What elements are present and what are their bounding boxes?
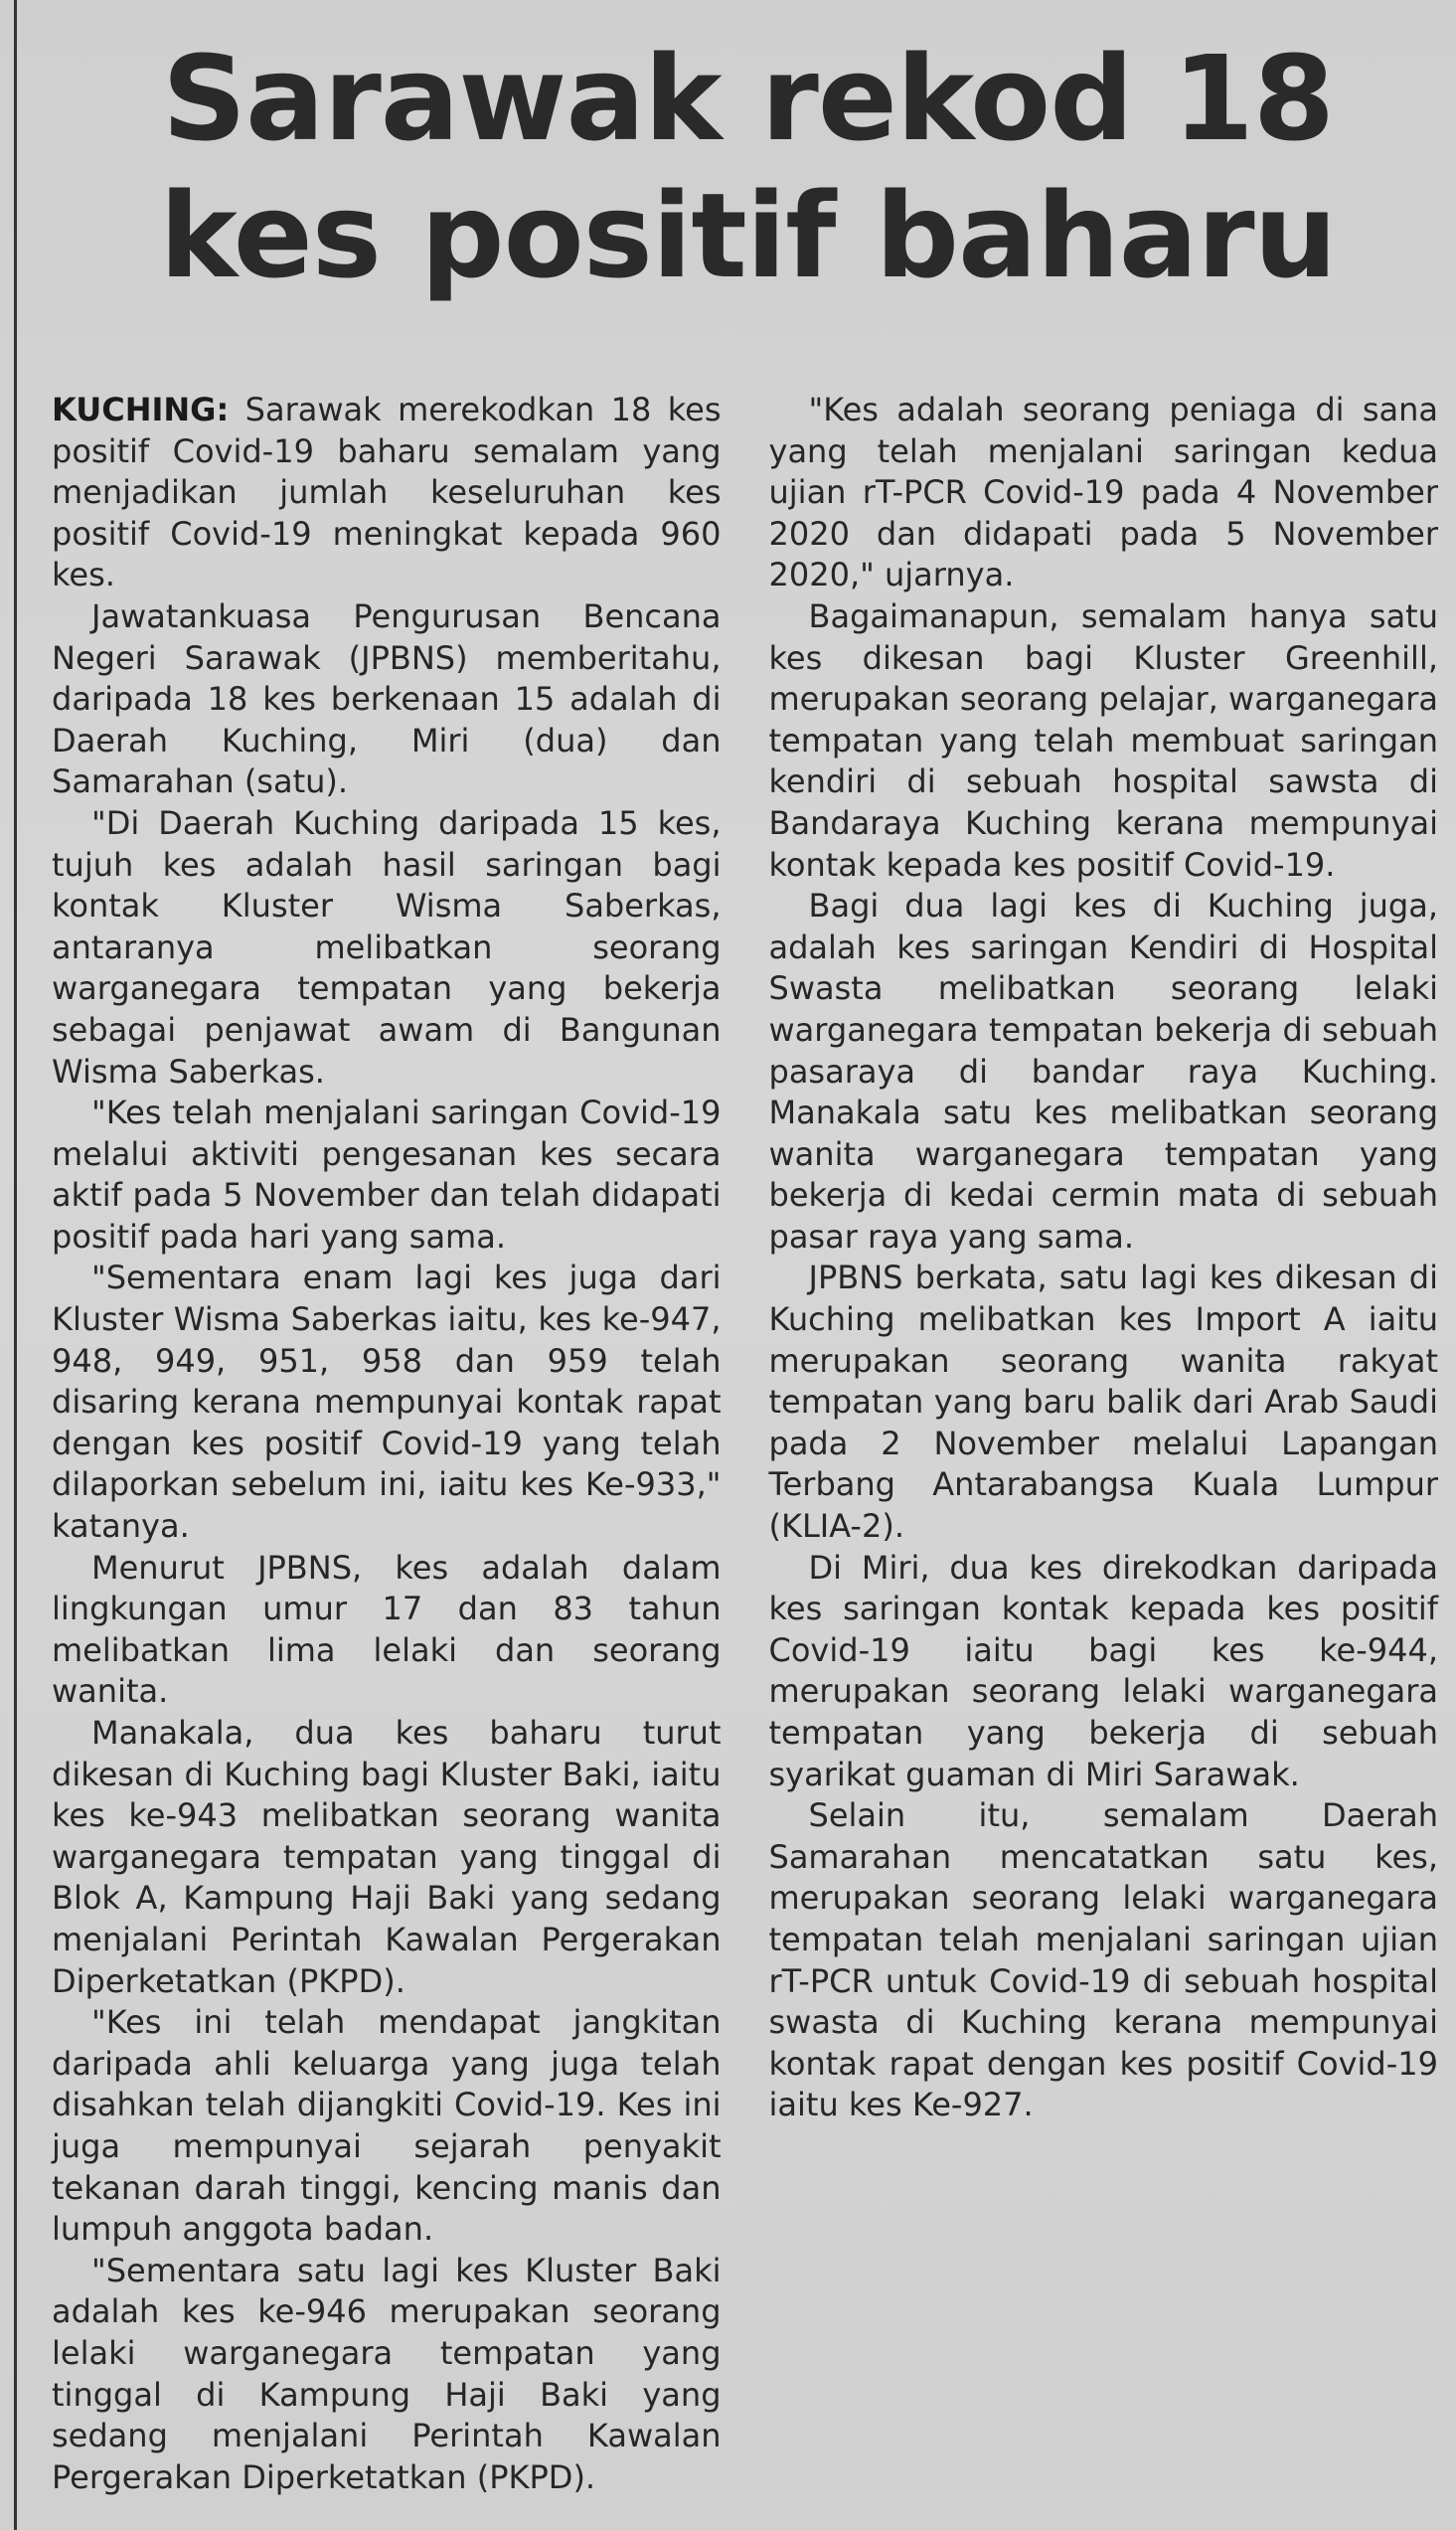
- article-paragraph: Di Miri, dua kes direkodkan daripada kes saringan kontak kepada kes positif Covid-19 iaitu bagi kes ke-944, merupakan seorang lelaki warganegara tempatan yang bekerja di sebuah syarikat guaman di Miri Sarawak.: [768, 1548, 1438, 1793]
- article-paragraph: Bagi dua lagi kes di Kuching juga, adalah kes saringan Kendiri di Hospital Swasta melibatkan seorang lelaki warganegara tempatan bekerja di sebuah pasaraya di bandar raya Kuching. Manakala satu kes melibatkan seorang wanita warganegara tempatan yang bekerja di kedai cermin mata di sebuah pasar raya yang sama.: [768, 887, 1438, 1256]
- article-paragraph: JPBNS berkata, satu lagi kes dikesan di Kuching melibatkan kes Import A iaitu merupakan seorang wanita rakyat tempatan yang baru balik dari Arab Saudi pada 2 November melalui Lapangan Terbang Antarabangsa Kuala Lumpur (KLIA-2).: [768, 1259, 1438, 1546]
- dateline: KUCHING:: [52, 391, 230, 428]
- article-paragraph: Selain itu, semalam Daerah Samarahan mencatatkan satu kes, merupakan seorang lelaki warganegara tempatan telah menjalani saringan ujian rT-PCR untuk Covid-19 di sebuah hospital swasta di Kuching kerana mempunyai kontak rapat dengan kes positif Covid-19 iaitu kes Ke-927.: [768, 1796, 1438, 2124]
- article-paragraph: Bagaimanapun, semalam hanya satu kes dikesan bagi Kluster Greenhill, merupakan seorang pelajar, warganegara tempatan yang telah membuat saringan kendiri di sebuah hospital sawsta di Bandaraya Kuching kerana mempunyai kontak kepada kes positif Covid-19.: [768, 596, 1438, 884]
- article-paragraph: "Kes adalah seorang peniaga di sana yang telah menjalani saringan kedua ujian rT-PCR Covid-19 pada 4 November 2020 dan didapati pada 5 November 2020," ujarnya.: [768, 391, 1438, 594]
- article-body: [52, 390, 1438, 2527]
- headline-line-1: Sarawak rekod 18: [162, 30, 1334, 167]
- article-paragraph: "Sementara enam lagi kes juga dari Kluster Wisma Saberkas iaitu, kes ke-947, 948, 949, 951, 958 dan 959 telah disaring kerana mempunyai kontak rapat dengan kes positif Covid-19 yang telah dilaporkan sebelum ini, iaitu kes Ke-933," katanya.: [52, 1259, 722, 1546]
- column-rule: [14, 0, 17, 2530]
- article-paragraph: Jawatankuasa Pengurusan Bencana Negeri Sarawak (JPBNS) memberitahu, daripada 18 kes berkenaan 15 adalah di Daerah Kuching, Miri (dua) dan Samarahan (satu).: [52, 596, 722, 801]
- article-paragraph: "Kes ini telah mendapat jangkitan daripada ahli keluarga yang juga telah disahkan telah dijangkiti Covid-19. Kes ini juga mempunyai sejarah penyakit tekanan darah tinggi, kencing manis dan lumpuh anggota badan.: [52, 2003, 722, 2249]
- article-paragraph: "Kes telah menjalani saringan Covid-19 melalui aktiviti pengesanan kes secara aktif pada 5 November dan telah didapati positif pada hari yang sama.: [52, 1094, 722, 1256]
- headline: [40, 30, 1456, 304]
- lead-text: Sarawak merekodkan 18 kes positif Covid-19 baharu semalam yang menjadikan jumlah keseluruhan kes positif Covid-19 meningkat kepada 960 kes.: [52, 391, 722, 594]
- article-paragraph: [52, 390, 722, 596]
- article-paragraph: Menurut JPBNS, kes adalah dalam lingkungan umur 17 dan 83 tahun melibatkan lima lelaki dan seorang wanita.: [52, 1548, 722, 1711]
- article-paragraph: "Di Daerah Kuching daripada 15 kes, tujuh kes adalah hasil saringan bagi kontak Kluster Wisma Saberkas, antaranya melibatkan seorang warganegara tempatan yang bekerja sebagai penjawat awam di Bangunan Wisma Saberkas.: [52, 803, 722, 1091]
- article-paragraph: "Sementara satu lagi kes Kluster Baki adalah kes ke-946 merupakan seorang lelaki warganegara tempatan yang tinggal di Kampung Haji Baki yang sedang menjalani Perintah Kawalan Pergerakan Diperketatkan (PKPD).: [52, 2251, 722, 2496]
- headline-line-2: kes positif baharu: [159, 167, 1337, 304]
- article-paragraph: Manakala, dua kes baharu turut dikesan di Kuching bagi Kluster Baki, iaitu kes ke-943 melibatkan seorang wanita warganegara tempatan yang tinggal di Blok A, Kampung Haji Baki yang sedang menjalani Perintah Kawalan Pergerakan Diperketatkan (PKPD).: [52, 1714, 722, 2000]
